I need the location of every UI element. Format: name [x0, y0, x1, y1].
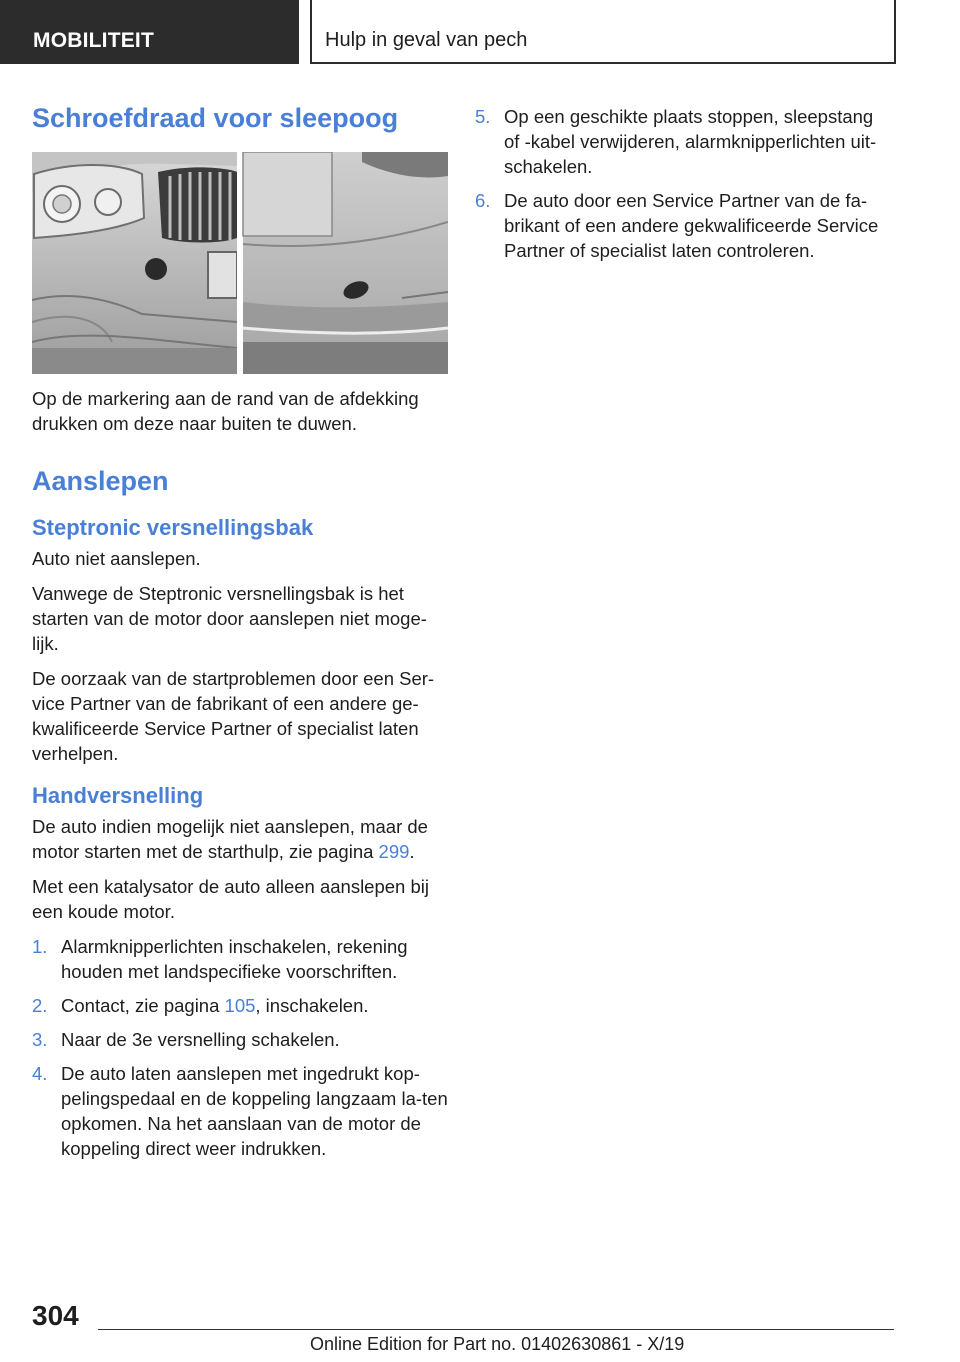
page-link-299[interactable]: 299 [378, 841, 410, 862]
figure-caption: Op de markering aan de rand van de afdekking drukken om deze naar buiten te duwen. [32, 388, 419, 434]
footer-divider [98, 1329, 894, 1330]
list-item: 5. Op een geschikte plaats stoppen, sleepstang of -kabel verwijderen, alarmknipperlichten uit-schakelen. [475, 106, 877, 177]
right-column [475, 100, 893, 272]
step-number: 1. [32, 936, 48, 957]
section-heading-towing: Aanslepen [32, 466, 169, 496]
step-number: 3. [32, 1029, 48, 1050]
chapter-tab [310, 0, 896, 64]
list-item: 1. Alarmknipperlichten inschakelen, rekening houden met landspecifieke voorschriften. [32, 936, 408, 982]
paragraph: De auto indien mogelijk niet aanslepen, maar de motor starten met de starthulp, zie pagina 299. [32, 816, 428, 862]
section-tab [0, 0, 299, 64]
list-item: 6. De auto door een Service Partner van de fa-brikant of een andere gekwalificeerde Service Partner of specialist laten controleren. [475, 190, 879, 261]
step-number: 4. [32, 1063, 48, 1084]
subheading-steptronic: Steptronic versnellingsbak [32, 515, 314, 540]
paragraph: Met een katalysator de auto alleen aanslepen bij een koude motor. [32, 876, 429, 922]
paragraph: Vanwege de Steptronic versnellingsbak is het starten van de motor door aanslepen niet moge-lijk. [32, 583, 427, 654]
paragraph: Auto niet aanslepen. [32, 548, 201, 569]
paragraph: De oorzaak van de startproblemen door een Ser-vice Partner van de fabrikant of een andere ge-kwalificeerde Service Partner of specialist laten verhelpen. [32, 668, 435, 764]
list-item: 2. Contact, zie pagina 105, inschakelen. [32, 995, 369, 1016]
page-link-105[interactable]: 105 [224, 995, 256, 1016]
section-heading-tow-eye-thread: Schroefdraad voor sleepoog [32, 103, 399, 133]
page-number: 304 [32, 1300, 79, 1331]
tow-eye-cover-illustration [32, 152, 448, 374]
left-column [32, 100, 450, 1170]
footer-edition: Online Edition for Part no. 01402630861 - X/19 [310, 1334, 685, 1354]
list-item: 3. Naar de 3e versnelling schakelen. [32, 1029, 340, 1050]
step-number: 5. [475, 106, 491, 127]
list-item: 4. De auto laten aanslepen met ingedrukt kop-pelingspedaal en de koppeling langzaam la-ten opkomen. Na het aanslaan van de motor de koppeling direct weer indrukken. [32, 1063, 448, 1159]
towing-steps-list [32, 934, 450, 1161]
step-number: 2. [32, 995, 48, 1016]
chapter-title: Hulp in geval van pech [325, 29, 528, 51]
section-title: MOBILITEIT [33, 29, 154, 52]
subheading-manual-transmission: Handversnelling [32, 783, 204, 808]
towing-steps-list-continued [475, 104, 893, 263]
step-number: 6. [475, 190, 491, 211]
